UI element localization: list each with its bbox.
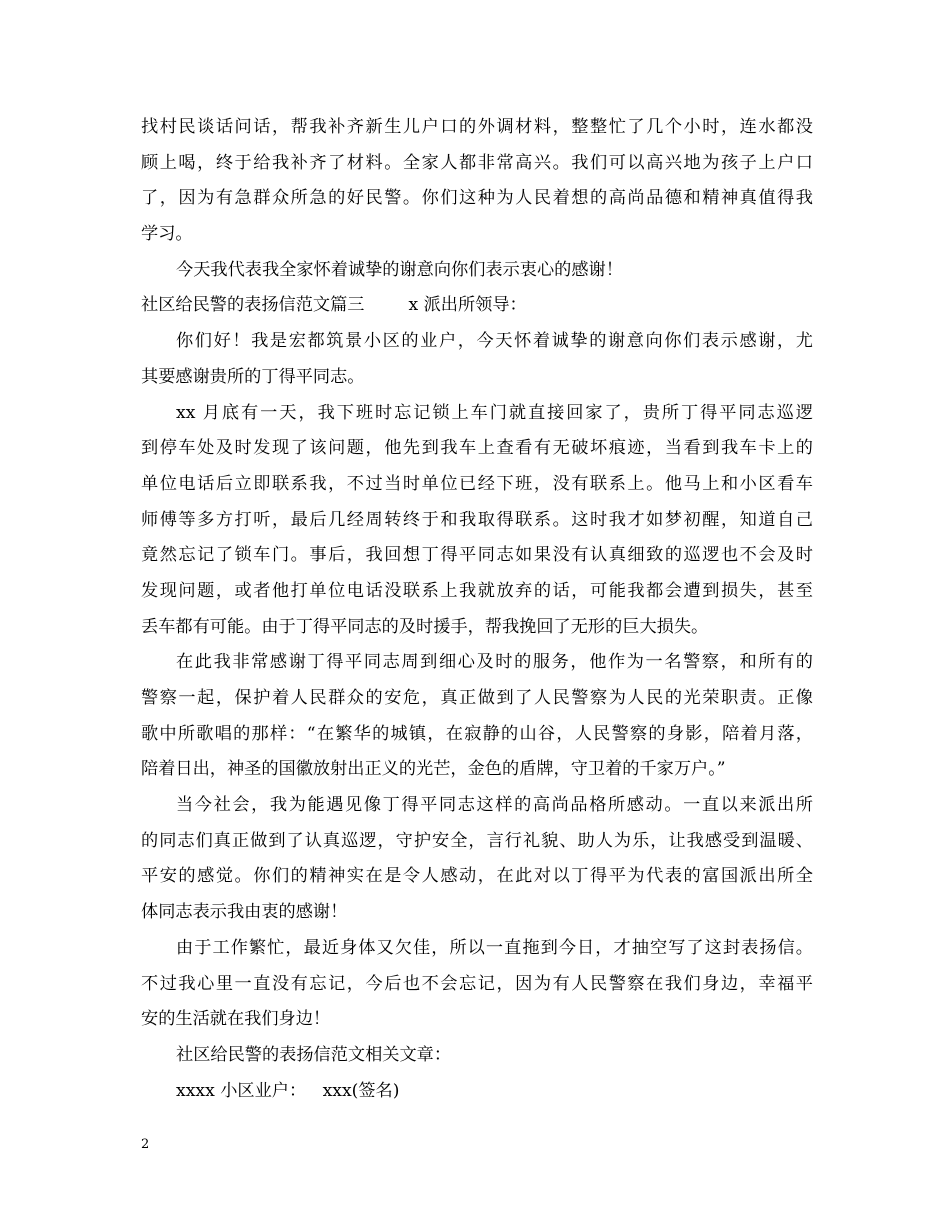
paragraph-line: 到停车处及时发现了该问题，他先到我车上查看有无破坏痕迹，当看到我车卡上的 [141,438,813,459]
paragraph-line: 你们好！我是宏都筑景小区的业户，今天怀着诚挚的谢意向你们表示感谢，尤 [176,331,813,352]
paragraph-line: 警察一起，保护着人民群众的安危，真正做到了人民警察为人民的光荣职责。正像 [141,688,813,708]
section-title: 社区给民警的表扬信范文篇三 [141,295,365,316]
salutation: x 派出所领导： [408,295,527,316]
page-number: 2 [141,1137,150,1152]
document-body [141,110,813,1109]
paragraph-line: 了，因为有急群众所急的好民警。你们这种为人民着想的高尚品德和精神真值得我 [141,188,813,209]
paragraph-line: 当今社会，我为能遇见像丁得平同志这样的高尚品格所感动。一直以来派出所 [176,795,813,816]
paragraph-line: 安的生活就在我们身边！ [141,1009,331,1030]
paragraph-line: 丢车都有可能。由于丁得平同志的及时援手，帮我挽回了无形的巨大损失。 [141,616,709,637]
paragraph-line: xx 月底有一天，我下班时忘记锁上车门就直接回家了，贵所丁得平同志巡逻 [176,402,813,423]
signature-label: xxx(签名) [322,1080,400,1101]
resident-label: xxxx 小区业户： [176,1080,307,1101]
paragraph-line: 歌中所歌唱的那样：“在繁华的城镇，在寂静的山谷，人民警察的身影，陪着月落， [141,723,813,744]
paragraph-line: 顾上喝，终于给我补齐了材料。全家人都非常高兴。我们可以高兴地为孩子上户口 [141,152,813,173]
paragraph-line: 找村民谈话问话，帮我补齐新生儿户口的外调材料，整整忙了几个小时，连水都没 [141,117,813,137]
paragraph-line: 平安的感觉。你们的精神实在是令人感动，在此对以丁得平为代表的富国派出所全 [141,866,813,887]
paragraph-line: 陪着日出，神圣的国徽放射出正义的光芒，金色的盾牌，守卫着的千家万户。” [141,759,726,780]
paragraph-line: 由于工作繁忙，最近身体又欠佳，所以一直拖到今日，才抽空写了这封表扬信。 [176,937,813,958]
related-articles-heading: 社区给民警的表扬信范文相关文章： [176,1044,452,1065]
paragraph-line: 发现问题，或者他打单位电话没联系上我就放弃的话，可能我都会遭到损失，甚至 [141,580,813,601]
paragraph-line: 师傅等多方打听，最后几经周转终于和我取得联系。这时我才如梦初醒，知道自己 [141,509,813,530]
paragraph-line: 不过我心里一直没有忘记，今后也不会忘记，因为有人民警察在我们身边，幸福平 [141,973,813,994]
paragraph-line: 单位电话后立即联系我，不过当时单位已经下班，没有联系上。他马上和小区看车 [141,473,813,494]
paragraph-line: 体同志表示我由衷的感谢！ [141,902,348,923]
signature-line [141,1074,813,1110]
paragraph-line: 其要感谢贵所的丁得平同志。 [141,366,365,387]
section-heading [141,288,813,324]
paragraph-line: 的同志们真正做到了认真巡逻，守护安全，言行礼貌、助人为乐，让我感受到温暖、 [141,830,813,851]
paragraph-line: 今天我代表我全家怀着诚挚的谢意向你们表示衷心的感谢！ [176,259,623,280]
paragraph-line: 在此我非常感谢丁得平同志周到细心及时的服务，他作为一名警察，和所有的 [176,652,813,673]
paragraph-line: 竟然忘记了锁车门。事后，我回想丁得平同志如果没有认真细致的巡逻也不会及时 [141,545,813,566]
paragraph-line: 学习。 [141,224,193,245]
